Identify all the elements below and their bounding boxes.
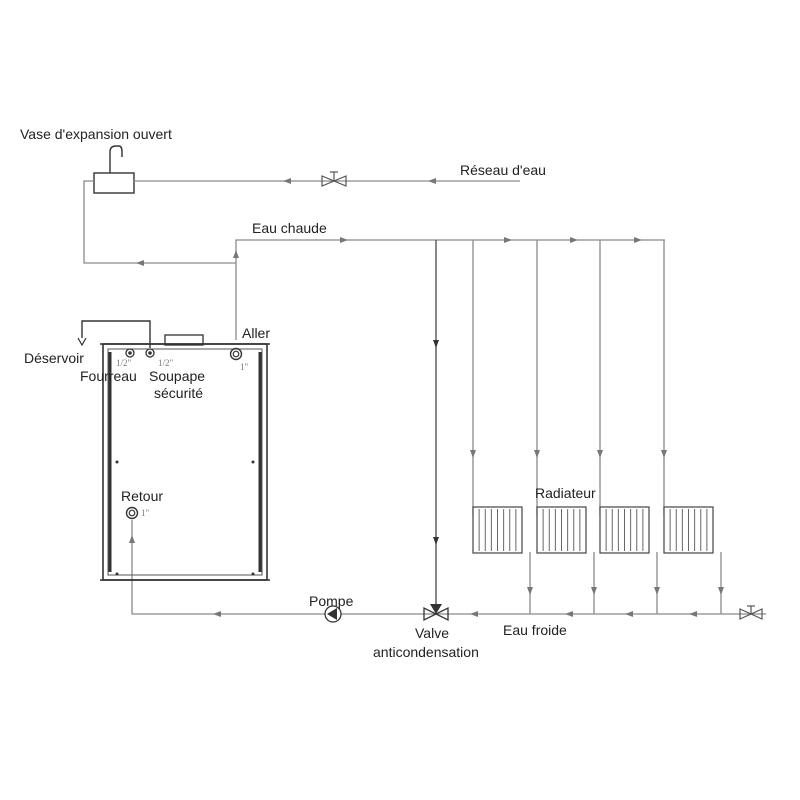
expansion-vessel-label: Vase d'expansion ouvert (20, 126, 172, 142)
water-network-label: Réseau d'eau (460, 162, 546, 178)
radiator (537, 507, 586, 553)
return-size: 1" (141, 508, 150, 518)
bypass-line (433, 240, 439, 608)
radiator-label: Radiateur (535, 485, 596, 501)
radiator (473, 507, 522, 553)
return-label: Retour (121, 488, 164, 504)
drain-label: Déservoir (24, 350, 84, 366)
flow-label: Aller (242, 325, 271, 341)
valve-label: Valve (415, 625, 449, 641)
sleeve-label: Fourreau (80, 368, 137, 384)
expansion-vessel (94, 146, 134, 193)
safety-valve-label: Soupape (149, 368, 206, 384)
valve-label-2: anticondensation (373, 644, 479, 660)
hot-water-label: Eau chaude (252, 220, 327, 236)
water-network-line (134, 178, 520, 184)
expansion-line (84, 181, 236, 266)
safety-valve-label-2: sécurité (154, 385, 204, 401)
drain-valve (740, 606, 762, 619)
radiator-return-drops (527, 552, 724, 614)
radiator-supply-drops (470, 240, 667, 515)
radiator (664, 507, 713, 553)
safety-valve-connection (146, 349, 154, 357)
flow-size: 1" (240, 362, 249, 372)
anticondensation-valve (424, 604, 448, 620)
sleeve-connection (126, 349, 134, 357)
flow-connection (231, 349, 242, 360)
radiator (600, 507, 649, 553)
feed-valve (322, 172, 346, 186)
return-connection (127, 508, 138, 519)
radiators (473, 507, 713, 553)
sleeve-size: 1/2" (116, 358, 132, 368)
safety-valve-size: 1/2" (158, 358, 174, 368)
cold-water-label: Eau froide (503, 622, 567, 638)
pump-label: Pompe (309, 593, 354, 609)
